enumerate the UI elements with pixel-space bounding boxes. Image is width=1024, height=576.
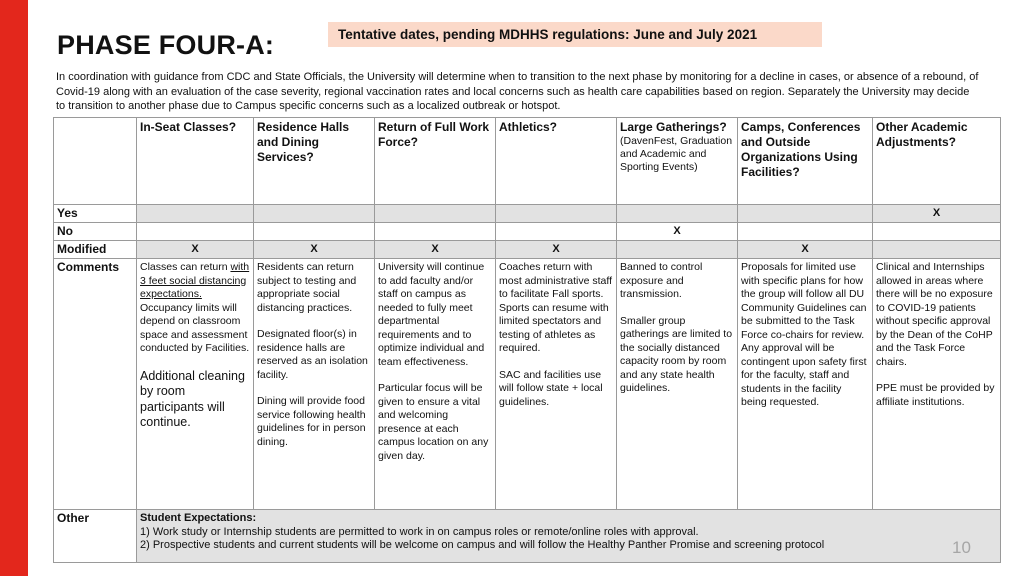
accent-bar (0, 0, 28, 576)
header-return-work: Return of Full Work Force? (375, 118, 496, 205)
no-row (54, 223, 1001, 241)
dates-banner-text: Tentative dates, pending MDHHS regulations: June and July 2021 (338, 27, 758, 42)
mod-return-work-mark: X (375, 241, 496, 259)
comment-return-work (375, 259, 496, 510)
comment-camps-p1: Proposals for limited use with specific plans for how the group will follow all DU Community Guidelines can be submitted to the Task Force co-chairs for review. Any approval will be contingent upon safety first for the faculty, staff and students in the facility being requested. (741, 261, 867, 408)
other-content (137, 510, 1001, 563)
comment-in-seat-cleaning: Additional cleaning by room participants will continue. (140, 368, 245, 429)
yes-residence (254, 205, 375, 223)
comment-residence (254, 259, 375, 510)
no-in-seat (137, 223, 254, 241)
header-large-title: Large Gatherings? (620, 120, 727, 134)
header-other-academic: Other Academic Adjustments? (873, 118, 1001, 205)
student-expectations-line2: 2) Prospective students and current students will be welcome on campus and will follow the Healthy Panther Promise and screening protocol (140, 539, 825, 551)
student-expectations-line1: 1) Work study or Internship students are permitted to work in on campus roles or remote/online roles with approval. (140, 525, 699, 538)
row-label-yes: Yes (54, 205, 137, 223)
mod-camps-mark: X (738, 241, 873, 259)
mod-large (617, 241, 738, 259)
other-row (54, 510, 1001, 563)
yes-return-work (375, 205, 496, 223)
comment-other-academic (873, 259, 1001, 510)
page-title: PHASE FOUR-A: (57, 30, 275, 60)
mod-athletics-mark: X (496, 241, 617, 259)
student-expectations-heading: Student Expectations: (140, 512, 257, 524)
no-residence (254, 223, 375, 241)
comment-residence-p3: Dining will provide food service following health guidelines for in person dining. (257, 395, 366, 448)
page-number: 10 (952, 538, 971, 557)
no-return-work (375, 223, 496, 241)
comments-row (54, 259, 1001, 510)
comment-in-seat (137, 259, 254, 510)
header-athletics: Athletics? (496, 118, 617, 205)
no-camps (738, 223, 873, 241)
header-row (54, 118, 1001, 205)
comment-residence-p1: Residents can return subject to testing and appropriate social distancing practices. (257, 261, 357, 314)
comment-large-p1: Banned to control exposure and transmission. (620, 261, 703, 300)
mod-in-seat-mark: X (137, 241, 254, 259)
comment-other-academic-p1: Clinical and Internships allowed in areas where there will be no exposure to COVID-19 patients without specific approval by the Dean of the CoHP and the Task Force chairs. (876, 261, 993, 368)
yes-in-seat (137, 205, 254, 223)
header-in-seat: In-Seat Classes? (137, 118, 254, 205)
modified-row (54, 241, 1001, 259)
mod-residence-mark: X (254, 241, 375, 259)
comment-return-work-p2: Particular focus will be given to ensure a vital and welcoming presence at each campus location on any given day. (378, 382, 489, 462)
header-large-subtitle: (DavenFest, Graduation and Academic and Sporting Events) (620, 135, 733, 173)
comment-in-seat-part3: Occupancy limits will depend on classroom space and assessment conducted by Facilities. (140, 301, 250, 354)
no-athletics (496, 223, 617, 241)
intro-paragraph: In coordination with guidance from CDC and State Officials, the University will determine when to transition to the next phase by monitoring for a decline in cases, or absence of a rebound, of Covid-19 along with an evaluation of the case severity, regional vaccination rates and local concerns such as health care capabilities based on region. Separately the University may decide to transition to another phase due to Campus specific concerns such as a localized outbreak or hotspot. (56, 71, 979, 112)
comment-athletics-p1: Coaches return with most administrative staff to facilitate Fall sports. Sports can resume with limited spectators and testing of athletes as required. (499, 261, 613, 354)
comment-athletics (496, 259, 617, 510)
header-corner-cell (54, 118, 137, 205)
yes-athletics (496, 205, 617, 223)
phase-table (53, 117, 1001, 563)
header-large-gatherings (617, 118, 738, 205)
row-label-no: No (54, 223, 137, 241)
header-camps: Camps, Conferences and Outside Organizations Using Facilities? (738, 118, 873, 205)
comment-return-work-p1: University will continue to add faculty and/or staff on campus as needed to fully meet departmental requirements and to optimize individual and team effectiveness. (378, 261, 485, 368)
no-other-academic (873, 223, 1001, 241)
header-residence: Residence Halls and Dining Services? (254, 118, 375, 205)
yes-camps (738, 205, 873, 223)
row-label-comments: Comments (54, 259, 137, 510)
row-label-modified: Modified (54, 241, 137, 259)
comment-in-seat-text (140, 261, 250, 356)
yes-large (617, 205, 738, 223)
comment-in-seat-underlined: with 3 feet social distancing expectations. (140, 261, 250, 300)
no-large-mark: X (617, 223, 738, 241)
comment-in-seat-part1: Classes can return (140, 261, 231, 273)
yes-other-academic-mark: X (873, 205, 1001, 223)
yes-row (54, 205, 1001, 223)
mod-other-academic (873, 241, 1001, 259)
comment-residence-p2: Designated floor(s) in residence halls are reserved as an isolation facility. (257, 328, 368, 381)
row-label-other: Other (54, 510, 137, 563)
comment-large-p2: Smaller group gatherings are limited to the socially distanced capacity room by room and any state health guidelines. (620, 314, 733, 394)
comment-other-academic-p2: PPE must be provided by affiliate institutions. (876, 382, 995, 408)
comment-large (617, 259, 738, 510)
comment-camps (738, 259, 873, 510)
comment-athletics-p2: SAC and facilities use will follow state + local guidelines. (499, 368, 603, 408)
dates-banner (328, 22, 822, 47)
